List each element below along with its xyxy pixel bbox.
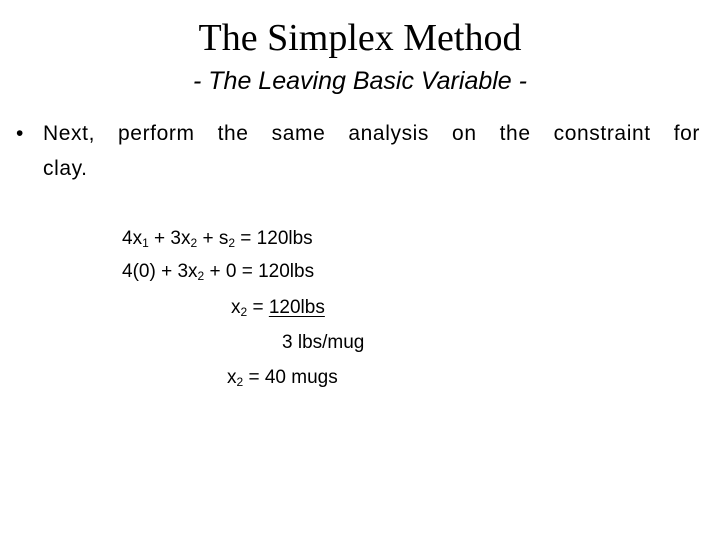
bullet-marker: •	[16, 122, 24, 145]
equation-constraint: $4x_1 + 3x_2 + s_2 = 120lbs$	[122, 228, 313, 250]
bullet-text-line2: clay.	[43, 157, 88, 180]
slide-subtitle: - The Leaving Basic Variable -	[193, 67, 527, 95]
equation-substitution: $4(0) + 3x_2 + 0 = 120lbs$	[122, 261, 315, 283]
fraction-denominator: 3 lbs/mug	[282, 332, 365, 353]
equation-division-numerator: $x_2 = 120lbs$	[231, 297, 325, 319]
fraction-numerator: 120lbs	[268, 297, 325, 318]
equation-result: $x_2 = 40$ mugs	[227, 367, 338, 389]
bullet-text-line1: Next, perform the same analysis on the constraint for	[43, 122, 700, 145]
bullet-item	[16, 116, 700, 186]
slide-title: The Simplex Method	[198, 17, 522, 59]
